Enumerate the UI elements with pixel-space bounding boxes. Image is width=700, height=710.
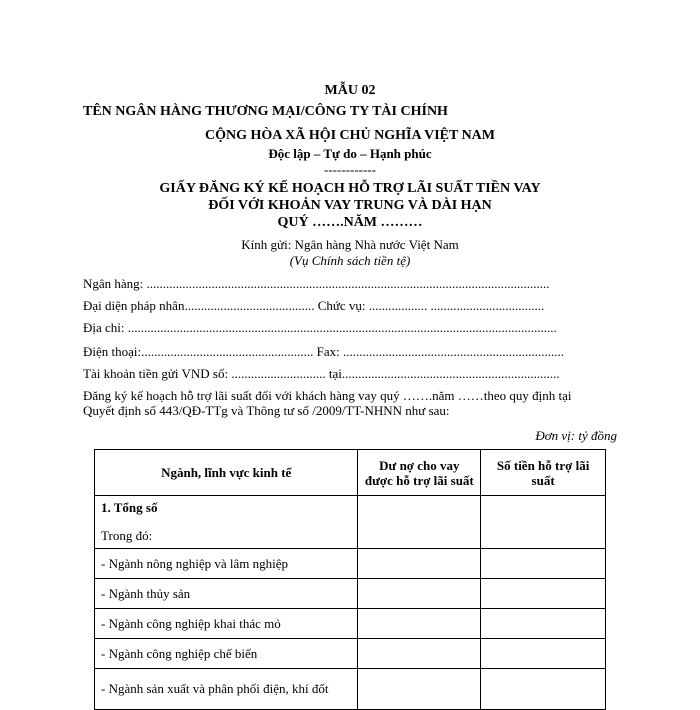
empty-cell [481,609,606,639]
empty-cell [358,579,481,609]
total-label: 1. Tổng số [101,500,158,515]
phone-fax-field: Điện thoại:..................................................... Fax: .................................................................... [83,344,564,359]
table-row [95,579,606,609]
sector-label: - Ngành nông nghiệp và lâm nghiệp [95,549,358,579]
empty-cell [481,639,606,669]
empty-cell [358,639,481,669]
separator-line: ------------ [324,162,376,177]
document-title-line-2: ĐỐI VỚI KHOẢN VAY TRUNG VÀ DÀI HẠN [208,198,492,213]
empty-cell [481,669,606,710]
department-line: (Vụ Chính sách tiền tệ) [289,253,411,268]
bank-name-heading: TÊN NGÂN HÀNG THƯƠNG MẠI/CÔNG TY TÀI CHÍNH [83,104,448,119]
registration-text-line-1: Đăng ký kế hoạch hỗ trợ lãi suất đối với khách hàng vay quý …….năm ……theo quy định tại [83,388,572,403]
sector-label: - Ngành công nghiệp chế biến [95,639,358,669]
document-title-line-3: QUÝ …….NĂM ……… [277,215,423,230]
empty-cell [481,579,606,609]
table-row [95,549,606,579]
sector-label: - Ngành sản xuất và phân phối điện, khí đốt [95,669,358,710]
header-support-amount: Số tiền hỗ trợ lãi suất [481,450,606,496]
header-outstanding-loans: Dư nợ cho vay được hỗ trợ lãi suất [358,450,481,496]
document-title-line-1: GIẤY ĐĂNG KÝ KẾ HOẠCH HỖ TRỢ LÃI SUẤT TIỀN VAY [159,181,541,196]
empty-cell [358,496,481,549]
table-row [95,669,606,710]
table-row [95,639,606,669]
unit-label: Đơn vị: tỷ đồng [535,428,617,443]
address-field: Địa chỉ: .................................................................................................................................... [83,320,557,335]
empty-cell [358,549,481,579]
loan-support-table [94,449,606,710]
total-cell [95,496,358,549]
total-sub-label: Trong đó: [101,528,153,543]
account-field: Tài khoản tiền gửi VND số: ............................. tại................................................................... [83,366,560,381]
sector-label: - Ngành thủy sản [95,579,358,609]
national-title: CỘNG HÒA XÃ HỘI CHỦ NGHĨA VIỆT NAM [204,128,495,143]
table-row [95,609,606,639]
empty-cell [481,549,606,579]
representative-field: Đại diện pháp nhân........................................ Chức vụ: .................. ................................... [83,298,545,313]
empty-cell [358,669,481,710]
national-motto: Độc lập – Tự do – Hạnh phúc [268,146,432,161]
registration-text-line-2: Quyết định số 443/QĐ-TTg và Thông tư số /2009/TT-NHNN như sau: [83,403,450,418]
empty-cell [358,609,481,639]
empty-cell [481,496,606,549]
table-row-total [95,496,606,549]
bank-field: Ngân hàng: ............................................................................................................................ [83,276,550,291]
recipient-line: Kính gửi: Ngân hàng Nhà nước Việt Nam [241,237,459,252]
sector-label: - Ngành công nghiệp khai thác mỏ [95,609,358,639]
header-sector: Ngành, lĩnh vực kinh tế [95,450,358,496]
table-header-row [95,450,606,496]
form-number: MẪU 02 [324,83,376,98]
